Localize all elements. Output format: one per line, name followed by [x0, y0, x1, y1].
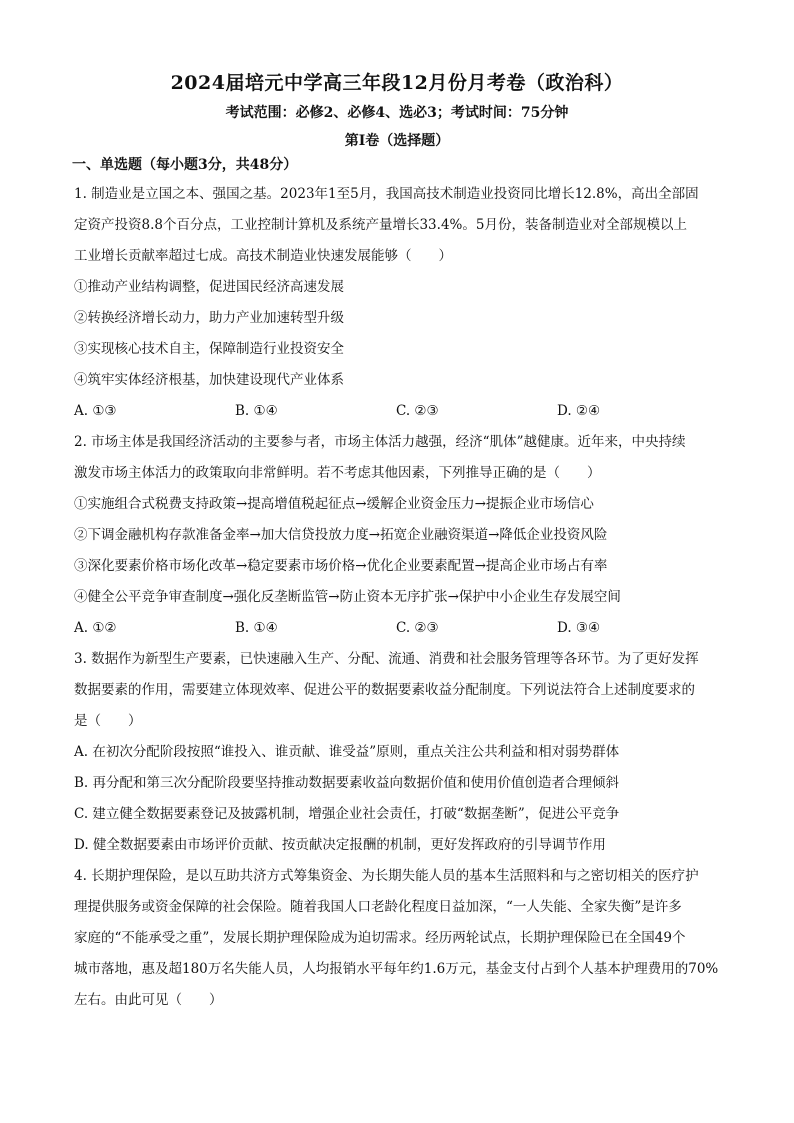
question-stem-line: 左右。由此可见（ ）	[74, 992, 223, 1008]
question-3	[74, 644, 724, 861]
question-stem-line: 1. 制造业是立国之本、强国之基。2023年1至5月，我国高技术制造业投资同比增长12.8%，高出全部固	[74, 186, 699, 202]
question-4	[74, 861, 724, 1016]
statement-item: ①推动产业结构调整，促进国民经济高速发展	[74, 279, 344, 295]
question-2	[74, 427, 724, 644]
statement-item: ①实施组合式税费支持政策→提高增值税起征点→缓解企业资金压力→提振企业市场信心	[74, 496, 594, 512]
choice-b: B. ①④	[235, 620, 278, 636]
section-heading: 一、单选题（每小题3分，共48分）	[72, 157, 298, 173]
answer-choices	[74, 396, 724, 427]
question-stem-line: 激发市场主体活力的政策取向非常鲜明。若不考虑其他因素，下列推导正确的是（ ）	[74, 465, 601, 481]
question-stem-line: 数据要素的作用，需要建立体现效率、促进公平的数据要素收益分配制度。下列说法符合上述制度要求的	[74, 682, 695, 698]
answer-choices	[74, 613, 724, 644]
question-stem-line: 城市落地，惠及超180万名失能人员，人均报销水平每年约1.6万元，基金支付占到个人基本护理费用的70%	[74, 961, 719, 977]
statement-item: ④健全公平竞争审查制度→强化反垄断监管→防止资本无序扩张→保护中小企业生存发展空间	[74, 589, 621, 605]
choice-c: C. ②③	[396, 403, 439, 419]
statement-item: ③实现核心技术自主，保障制造行业投资安全	[74, 341, 344, 357]
question-stem-line: 工业增长贡献率超过七成。高技术制造业快速发展能够（ ）	[74, 248, 452, 264]
question-1	[74, 179, 724, 427]
choice-c: C. ②③	[396, 620, 439, 636]
statement-item: ②下调金融机构存款准备金率→加大信贷投放力度→拓宽企业融资渠道→降低企业投资风险	[74, 527, 608, 543]
option-c: C. 建立健全数据要素登记及披露机制，增强企业社会责任，打破“数据垄断”，促进公平竞争	[74, 806, 620, 822]
questions-body	[74, 179, 724, 1016]
question-stem-line: 理提供服务或资金保障的社会保险。随着我国人口老龄化程度日益加深，“一人失能、全家失衡”是许多	[74, 899, 682, 915]
option-a: A. 在初次分配阶段按照“谁投入、谁贡献、谁受益”原则，重点关注公共利益和相对弱势群体	[74, 744, 620, 760]
statement-item: ④筑牢实体经济根基，加快建设现代产业体系	[74, 372, 344, 388]
question-stem-line: 家庭的“不能承受之重”，发展长期护理保险成为迫切需求。经历两轮试点，长期护理保险已在全国49个	[74, 930, 686, 946]
question-stem-line: 2. 市场主体是我国经济活动的主要参与者，市场主体活力越强，经济“肌体”越健康。近年来，中央持续	[74, 434, 686, 450]
volume-heading: 第Ⅰ卷（选择题）	[344, 133, 450, 149]
statement-item: ②转换经济增长动力，助力产业加速转型升级	[74, 310, 344, 326]
choice-d: D. ②④	[557, 403, 601, 419]
question-stem-line: 是（ ）	[74, 713, 142, 729]
question-stem-line: 4. 长期护理保险，是以互助共济方式筹集资金、为长期失能人员的基本生活照料和与之密切相关的医疗护	[74, 868, 699, 884]
exam-scope: 考试范围：必修2、必修4、选必3；考试时间：75分钟	[225, 105, 569, 121]
exam-title: 2024届培元中学高三年段12月份月考卷（政治科）	[170, 72, 624, 94]
choice-a: A. ①②	[74, 620, 117, 636]
choice-a: A. ①③	[74, 403, 117, 419]
choice-d: D. ③④	[557, 620, 601, 636]
option-d: D. 健全数据要素由市场评价贡献、按贡献决定报酬的机制，更好发挥政府的引导调节作用	[74, 837, 606, 853]
choice-b: B. ①④	[235, 403, 278, 419]
option-b: B. 再分配和第三次分配阶段要坚持推动数据要素收益向数据价值和使用价值创造者合理倾斜	[74, 775, 620, 791]
question-stem-line: 定资产投资8.8个百分点，工业控制计算机及系统产量增长33.4%。5月份，装备制造业对全部规模以上	[74, 217, 687, 233]
question-stem-line: 3. 数据作为新型生产要素，已快速融入生产、分配、流通、消费和社会服务管理等各环节。为了更好发挥	[74, 651, 699, 667]
statement-item: ③深化要素价格市场化改革→稳定要素市场价格→优化企业要素配置→提高企业市场占有率	[74, 558, 608, 574]
